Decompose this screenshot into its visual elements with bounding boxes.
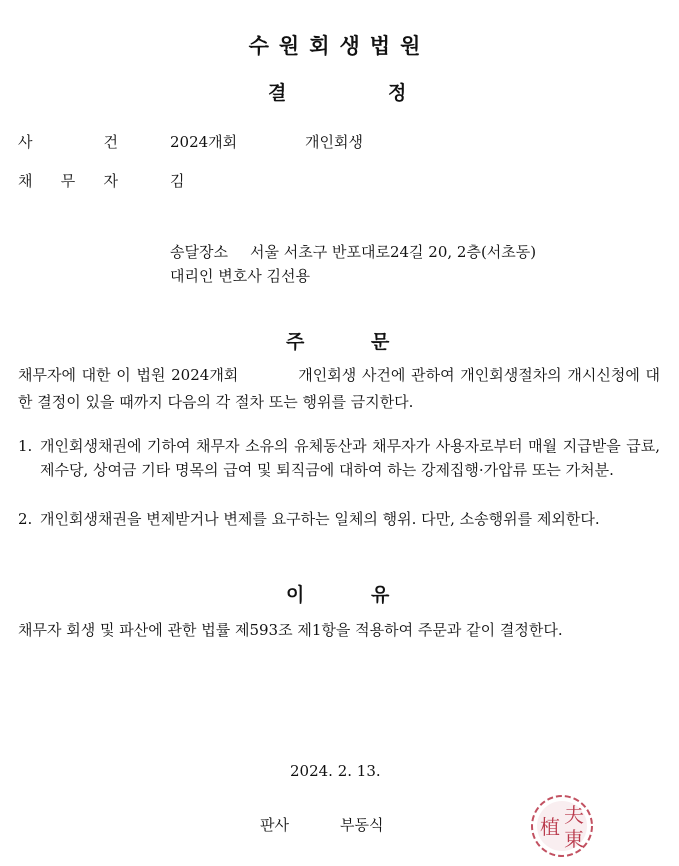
- order-text-part2: 개인회생 사건에 관하여 개인회생절차의 개시신청에 대한 결정이 있을 때까지 다음의 각 절차 또는 행위를 금지한다.: [18, 366, 660, 411]
- seal-graphic: [528, 790, 600, 860]
- agent: 대리인 변호사 김선용: [170, 267, 310, 285]
- case-number: 2024개회: [170, 133, 238, 151]
- decision-date: 2024. 2. 13.: [290, 762, 381, 780]
- order-paragraph: [18, 362, 660, 416]
- order-item-text: 개인회생채권을 변제받거나 변제를 요구하는 일체의 행위. 다만, 소송행위를 제외한다.: [40, 510, 600, 528]
- svg-text:夫: 夫: [564, 803, 584, 827]
- order-heading-second: 문: [371, 331, 390, 353]
- debtor-name: 김: [170, 172, 185, 190]
- reason-heading-second: 유: [371, 584, 390, 606]
- order-heading-first: 주: [286, 331, 305, 353]
- reason-heading-first: 이: [286, 584, 305, 606]
- official-seal: [528, 790, 600, 860]
- document-title-second: 정: [388, 82, 407, 104]
- order-item-text: 개인회생채권에 기하여 채무자 소유의 유체동산과 채무자가 사용자로부터 매월 지급받을 급료, 제수당, 상여금 기타 명목의 급여 및 퇴직금에 대하여 하는 강제집행·가압류 또는 가처분.: [40, 437, 660, 479]
- service-address: 서울 서초구 반포대로24길 20, 2층(서초동): [250, 243, 537, 261]
- order-item-number: 1.: [18, 437, 33, 455]
- svg-text:東: 東: [564, 827, 584, 851]
- svg-text:植: 植: [540, 815, 560, 839]
- order-text-part1: 채무자에 대한 이 법원 2024개회: [18, 366, 239, 384]
- debtor-label-text: 채: [18, 172, 33, 190]
- judge-name: 부동식: [340, 816, 384, 834]
- document-title-first: 결: [268, 82, 287, 104]
- case-label: [18, 131, 118, 153]
- debtor-label-text: 자: [103, 172, 118, 190]
- debtor-label-text: 무: [60, 172, 76, 190]
- case-type: 개인회생: [305, 133, 363, 151]
- court-name: 수원회생법원: [248, 34, 431, 58]
- case-label-text: 사: [18, 133, 33, 151]
- service-address-label: 송달장소: [170, 243, 228, 261]
- judge-title: 판사: [260, 816, 289, 834]
- order-item: [18, 507, 660, 531]
- debtor-label: [18, 170, 118, 192]
- reason-text: 채무자 회생 및 파산에 관한 법률 제593조 제1항을 적용하여 주문과 같이 결정한다.: [18, 621, 563, 639]
- order-item-number: 2.: [18, 510, 33, 528]
- order-item: [18, 434, 660, 482]
- case-label-text: 건: [103, 133, 118, 151]
